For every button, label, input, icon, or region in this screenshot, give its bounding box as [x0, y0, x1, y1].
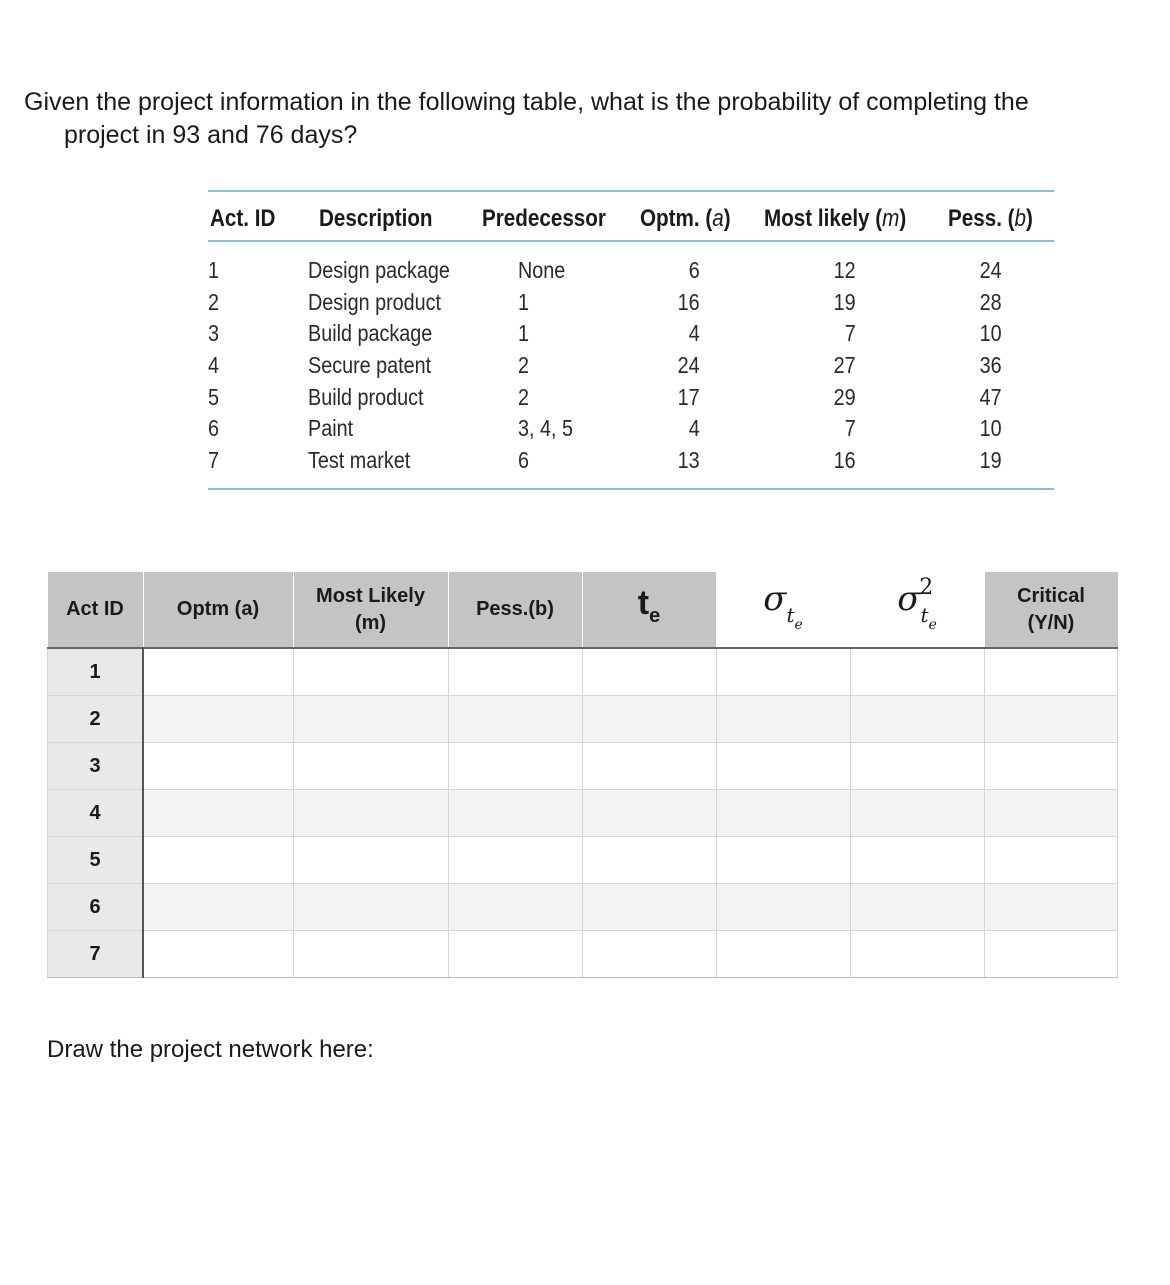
cell-te-input[interactable]	[582, 790, 716, 837]
cell-likely-input[interactable]	[293, 790, 448, 837]
sigma-symbol: $\sigma_{t_e}$	[763, 579, 803, 633]
cell-description: Build package	[308, 320, 433, 346]
header-predecessor: Predecessor	[482, 205, 606, 232]
cell-sigma-input[interactable]	[716, 837, 850, 884]
col-pess: Pess.(b)	[448, 572, 582, 648]
cell-critical-input[interactable]	[984, 837, 1118, 884]
info-row	[208, 319, 1054, 351]
te-symbol: $t_e$	[637, 583, 661, 627]
cell-most-likely: 29	[833, 384, 856, 410]
question-text	[24, 86, 1154, 152]
cell-predecessor: 1	[518, 320, 530, 346]
row-id: 4	[48, 790, 144, 837]
header-pess: Pess. (b)	[948, 205, 1033, 232]
cell-critical-input[interactable]	[984, 884, 1118, 931]
cell-likely-input[interactable]	[293, 696, 448, 743]
table-row	[48, 931, 1118, 978]
col-act-id: Act ID	[48, 572, 144, 648]
cell-likely-input[interactable]	[293, 743, 448, 790]
cell-sigma-input[interactable]	[716, 743, 850, 790]
question-line-1: Given the project information in the following table, what is the probability of completing the	[24, 88, 1029, 116]
cell-most-likely: 16	[833, 447, 856, 473]
table-row	[48, 743, 1118, 790]
cell-pess: 47	[979, 384, 1002, 410]
cell-likely-input[interactable]	[293, 648, 448, 696]
cell-description: Paint	[308, 415, 354, 441]
info-table-body	[208, 242, 1054, 488]
cell-optm-input[interactable]	[143, 790, 293, 837]
cell-te-input[interactable]	[582, 884, 716, 931]
cell-optm-input[interactable]	[143, 648, 293, 696]
cell-likely-input[interactable]	[293, 837, 448, 884]
cell-pess: 36	[979, 352, 1002, 378]
cell-optm: 16	[677, 289, 700, 315]
info-row	[208, 256, 1054, 288]
cell-pess-input[interactable]	[448, 648, 582, 696]
info-table-header	[208, 192, 1054, 242]
cell-variance-input[interactable]	[850, 696, 984, 743]
cell-sigma-input[interactable]	[716, 884, 850, 931]
info-row	[208, 446, 1054, 478]
row-id: 3	[48, 743, 144, 790]
row-id: 6	[48, 884, 144, 931]
cell-predecessor: 1	[518, 289, 530, 315]
cell-id: 2	[208, 289, 220, 315]
cell-optm: 17	[677, 384, 700, 410]
cell-id: 5	[208, 384, 220, 410]
table-row	[48, 837, 1118, 884]
col-most-likely: Most Likely (m)	[293, 572, 448, 648]
cell-description: Design product	[308, 289, 442, 315]
cell-optm: 4	[688, 415, 700, 441]
header-optm: Optm. (a)	[640, 205, 731, 232]
cell-pess-input[interactable]	[448, 931, 582, 978]
info-row	[208, 383, 1054, 415]
cell-te-input[interactable]	[582, 648, 716, 696]
cell-likely-input[interactable]	[293, 884, 448, 931]
cell-id: 7	[208, 447, 220, 473]
cell-variance-input[interactable]	[850, 931, 984, 978]
question-line-2: project in 93 and 76 days?	[64, 121, 358, 149]
table-row	[48, 884, 1118, 931]
cell-id: 1	[208, 257, 220, 283]
cell-predecessor: 2	[518, 384, 530, 410]
variance-symbol: σ 2 $_{t_e}$	[897, 575, 937, 633]
cell-variance-input[interactable]	[850, 743, 984, 790]
cell-description: Build product	[308, 384, 424, 410]
cell-sigma-input[interactable]	[716, 790, 850, 837]
cell-most-likely: 19	[833, 289, 856, 315]
cell-te-input[interactable]	[582, 837, 716, 884]
cell-critical-input[interactable]	[984, 696, 1118, 743]
cell-optm-input[interactable]	[143, 837, 293, 884]
cell-te-input[interactable]	[582, 743, 716, 790]
header-act-id: Act. ID	[210, 205, 276, 232]
cell-te-input[interactable]	[582, 696, 716, 743]
cell-pess: 24	[979, 257, 1002, 283]
cell-optm-input[interactable]	[143, 696, 293, 743]
cell-variance-input[interactable]	[850, 790, 984, 837]
cell-pess: 10	[979, 415, 1002, 441]
cell-critical-input[interactable]	[984, 648, 1118, 696]
header-description: Description	[319, 205, 433, 232]
header-most-likely: Most likely (m)	[764, 205, 907, 232]
cell-predecessor: 6	[518, 447, 530, 473]
cell-critical-input[interactable]	[984, 931, 1118, 978]
cell-predecessor: 2	[518, 352, 530, 378]
cell-sigma-input[interactable]	[716, 648, 850, 696]
cell-optm-input[interactable]	[143, 743, 293, 790]
cell-predecessor: None	[518, 257, 566, 283]
cell-likely-input[interactable]	[293, 931, 448, 978]
row-id: 1	[48, 648, 144, 696]
cell-pess: 28	[979, 289, 1002, 315]
cell-predecessor: 3, 4, 5	[518, 415, 573, 441]
cell-pess: 10	[979, 320, 1002, 346]
cell-pess-input[interactable]	[448, 743, 582, 790]
worksheet-table	[47, 572, 1118, 978]
cell-most-likely: 12	[833, 257, 856, 283]
info-row	[208, 351, 1054, 383]
row-id: 2	[48, 696, 144, 743]
cell-id: 6	[208, 415, 220, 441]
project-info-table	[208, 190, 1054, 490]
cell-critical-input[interactable]	[984, 790, 1118, 837]
cell-variance-input[interactable]	[850, 884, 984, 931]
cell-optm-input[interactable]	[143, 931, 293, 978]
col-te	[582, 572, 716, 648]
cell-pess-input[interactable]	[448, 837, 582, 884]
cell-pess-input[interactable]	[448, 790, 582, 837]
table-row	[48, 696, 1118, 743]
cell-variance-input[interactable]	[850, 837, 984, 884]
cell-sigma-input[interactable]	[716, 931, 850, 978]
cell-optm: 4	[688, 320, 700, 346]
cell-te-input[interactable]	[582, 931, 716, 978]
cell-id: 4	[208, 352, 220, 378]
col-critical: Critical (Y/N)	[984, 572, 1118, 648]
cell-description: Secure patent	[308, 352, 432, 378]
draw-network-prompt: Draw the project network here:	[47, 1036, 374, 1063]
cell-optm: 13	[677, 447, 700, 473]
cell-id: 3	[208, 320, 220, 346]
table-row	[48, 648, 1118, 696]
cell-pess-input[interactable]	[448, 696, 582, 743]
cell-description: Design package	[308, 257, 450, 283]
info-row	[208, 288, 1054, 320]
cell-variance-input[interactable]	[850, 648, 984, 696]
cell-most-likely: 27	[833, 352, 856, 378]
col-variance	[850, 572, 984, 648]
row-id: 7	[48, 931, 144, 978]
worksheet-header	[48, 572, 1118, 648]
cell-optm: 6	[688, 257, 700, 283]
cell-pess-input[interactable]	[448, 884, 582, 931]
cell-most-likely: 7	[844, 415, 856, 441]
worksheet-body	[48, 648, 1118, 978]
row-id: 5	[48, 837, 144, 884]
cell-optm: 24	[677, 352, 700, 378]
cell-description: Test market	[308, 447, 411, 473]
cell-sigma-input[interactable]	[716, 696, 850, 743]
info-row	[208, 414, 1054, 446]
col-sigma	[716, 572, 850, 648]
cell-critical-input[interactable]	[984, 743, 1118, 790]
col-optm: Optm (a)	[143, 572, 293, 648]
cell-optm-input[interactable]	[143, 884, 293, 931]
table-row	[48, 790, 1118, 837]
cell-most-likely: 7	[844, 320, 856, 346]
cell-pess: 19	[979, 447, 1002, 473]
